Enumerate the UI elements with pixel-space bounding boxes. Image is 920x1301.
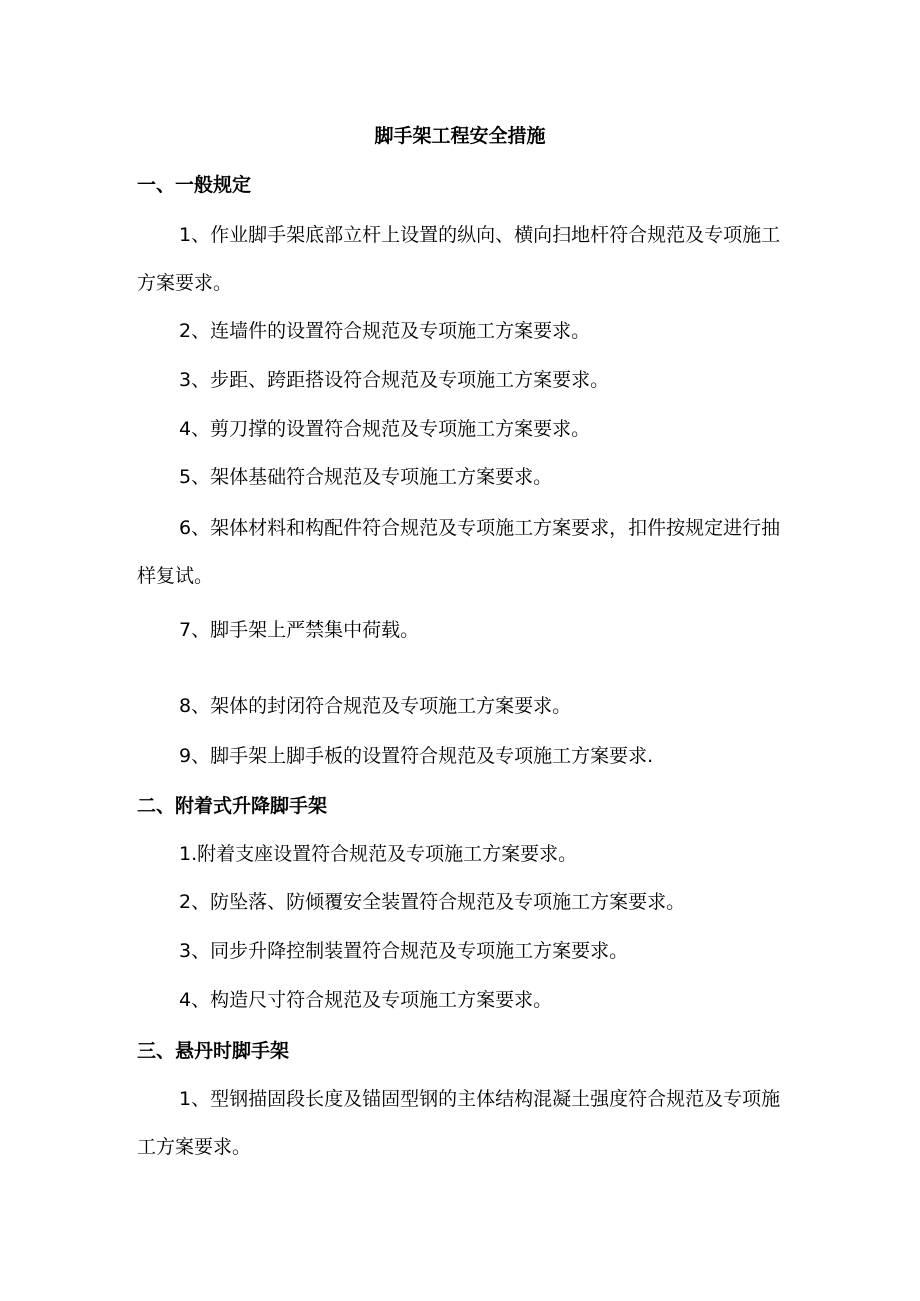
list-item: 7、脚手架上严禁集中荷载。	[179, 619, 420, 641]
list-item: 6、架体材料和构配件符合规范及专项施工方案要求，扣件按规定进行抽样复试。	[137, 517, 781, 587]
section-heading-cantilever: 三、悬丹时脚手架	[137, 1040, 290, 1062]
list-item: 5、架体基础符合规范及专项施工方案要求。	[179, 466, 553, 488]
section-heading-general: 一、一般规定	[137, 174, 252, 196]
list-item: 3、同步升降控制装置符合规范及专项施工方案要求。	[179, 940, 629, 962]
list-item: 4、剪刀撑的设置符合规范及专项施工方案要求。	[179, 418, 591, 440]
list-item: 4、构造尺寸符合规范及专项施工方案要求。	[179, 989, 553, 1011]
section-heading-attached-lifting: 二、附着式升降脚手架	[137, 795, 328, 817]
list-item: 1.附着支座设置符合规范及专项施工方案要求。	[179, 843, 578, 865]
document-title: 脚手架工程安全措施	[374, 125, 546, 147]
list-item: 1、作业脚手架底部立杆上设置的纵向、横向扫地杆符合规范及专项施工方案要求。	[137, 224, 781, 294]
list-item: 2、连墙件的设置符合规范及专项施工方案要求。	[179, 320, 591, 342]
list-item: 8、架体的封闭符合规范及专项施工方案要求。	[179, 695, 572, 717]
list-item: 9、脚手架上脚手板的设置符合规范及专项施工方案要求.	[179, 745, 654, 767]
list-item: 3、步距、跨距搭设符合规范及专项施工方案要求。	[179, 369, 610, 391]
list-item: 2、防坠落、防倾覆安全装置符合规范及专项施工方案要求。	[179, 891, 686, 913]
list-item: 1、型钢描固段长度及锚固型钢的主体结构混凝土强度符合规范及专项施工方案要求。	[137, 1088, 781, 1158]
